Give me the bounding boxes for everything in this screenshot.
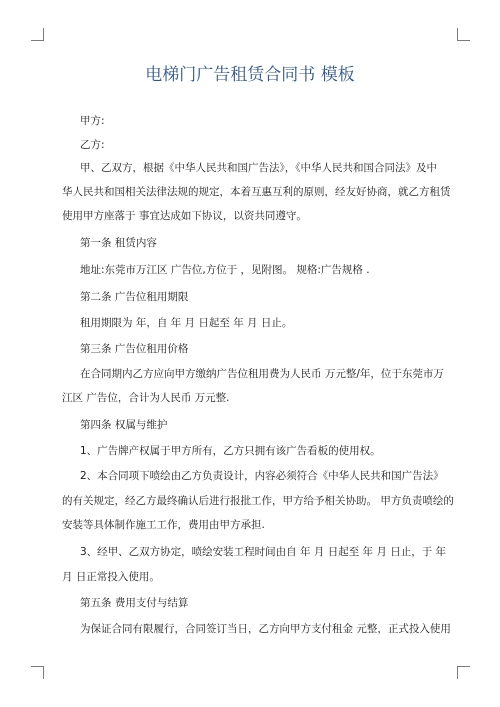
corner-mark-top-right: [457, 28, 470, 41]
article-2-body: 租用期限为 年，自 年 月 日起至 年 月 日止。: [80, 317, 293, 329]
article-4-item-1: 1、广告牌产权属于甲方所有，乙方只拥有该广告看板的使用权。: [80, 445, 381, 457]
article-4-item-2-line-1: 2、本合同项下喷绘由乙方负责设计，内容必须符合《中华人民共和国广告法》: [80, 470, 444, 482]
preamble-line-1: 甲、乙双方，根据《中华人民共和国广告法》，《中华人民共和国合同法》及中: [80, 162, 437, 174]
article-3-body-line-1: 在合同期内乙方应向甲方缴纳广告位租用费为人民币 万元整/年，位于东莞市万: [80, 368, 444, 380]
article-1-heading: 第一条 租赁内容: [80, 237, 157, 249]
corner-mark-bottom-right: [457, 666, 470, 679]
preamble-line-2: 华人民共和国相关法律法规的规定，本着互惠互利的原则，经友好协商，就乙方租赁: [62, 186, 451, 198]
article-4-heading: 第四条 权属与维护: [80, 419, 168, 431]
article-5-body-line-1: 为保证合同有限履行，合同签订当日，乙方向甲方支付租金 元整，正式投入使用: [80, 623, 451, 635]
party-a-line: 甲方:: [80, 115, 105, 127]
corner-mark-top-left: [31, 28, 44, 41]
corner-mark-bottom-left: [31, 666, 44, 679]
article-4-item-3-line-2: 月 日正常投入使用。: [62, 571, 160, 583]
article-1-body: 地址:东莞市万江区 广告位,方位于 ，见附图。 规格:广告规格 .: [80, 264, 370, 276]
document-title: 电梯门广告租赁合同书 模板: [145, 65, 355, 85]
preamble-line-3: 使用甲方座落于 事宜达成如下协议，以资共同遵守。: [62, 210, 307, 222]
article-5-heading: 第五条 费用支付与结算: [80, 597, 189, 609]
article-3-body-line-2: 江区 广告位，合计为人民币 万元整.: [62, 392, 230, 404]
article-4-item-2-line-2: 的有关规定，经乙方最终确认后进行报批工作，甲方给予相关协助。 甲方负责喷绘的: [62, 495, 454, 507]
party-b-line: 乙方:: [80, 139, 105, 151]
article-3-heading: 第三条 广告位租用价格: [80, 343, 189, 355]
article-4-item-3-line-1: 3、经甲、乙双方协定，喷绘安装工程时间由自 年 月 日起至 年 月 日止，于 年: [80, 546, 447, 558]
article-2-heading: 第二条 广告位租用期限: [80, 291, 189, 303]
article-4-item-2-line-3: 安装等具体制作施工工作，费用由甲方承担.: [62, 519, 265, 531]
